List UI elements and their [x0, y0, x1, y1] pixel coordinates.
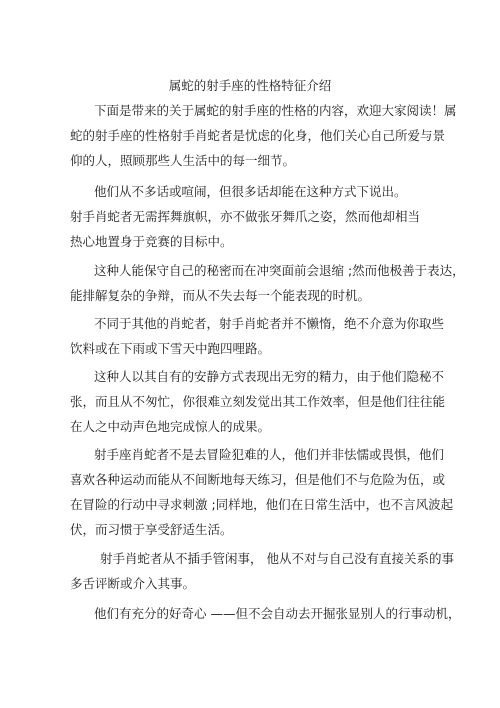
- text-line: 蛇的射手座的性格射手肖蛇者是忧虑的化身，他们关心自己所爱与景: [70, 128, 446, 143]
- text-line: 仰的人，照顾那些人生活中的每一细节。: [70, 153, 296, 168]
- text-line: 他们从不多话或喧闹，但很多话却能在这种方式下说出。: [94, 184, 407, 199]
- text-line: 多舌评断或介入其事。: [70, 576, 196, 591]
- text-line: 射手肖蛇者无需挥舞旗帜，亦不做张牙舞爪之姿，然而他却相当: [70, 209, 421, 224]
- text-line: 下面是带来的关于属蛇的射手座的性格的内容，欢迎大家阅读！属: [94, 103, 457, 118]
- text-line: 不同于其他的肖蛇者，射手肖蛇者并不懒惰，绝不介意为你取些: [94, 316, 445, 331]
- text-line: 伏，而习惯于享受舒适生活。: [70, 522, 233, 537]
- text-line: 喜欢各种运动而能从不间断地每天练习，但是他们不与危险为伍，或: [70, 472, 446, 487]
- text-line: 张，而且从不匆忙，你很难立刻发觉出其工作效率，但是他们往往能: [70, 394, 446, 409]
- text-line: 在冒险的行动中寻求刺激 ;同样地，他们在日常生活中，也不言风波起: [70, 497, 454, 512]
- text-line: 饮料或在下雨或下雪天中跑四哩路。: [70, 341, 271, 356]
- text-line: 能排解复杂的争辩，而从不失去每一个能表现的时机。: [70, 288, 371, 303]
- text-line: 他们有充分的好奇心 ——但不会自动去开掘张显别人的行事动机，: [94, 606, 461, 621]
- text-line: 热心地置身于竞赛的目标中。: [70, 234, 233, 249]
- text-line: 射手肖蛇者从不插手管闲事， 他从不对与自己没有直接关系的事: [100, 551, 454, 566]
- text-line: 这种人以其自有的安静方式表现出无穷的精力，由于他们隐秘不: [94, 369, 445, 384]
- document-title: 属蛇的射手座的性格特征介绍: [168, 78, 332, 93]
- text-line: 在人之中动声色地完成惊人的成果。: [70, 419, 271, 434]
- text-line: 射手座肖蛇者不是去冒险犯难的人，他们并非怯懦或畏惧，他们: [94, 447, 445, 462]
- text-line: 这种人能保守自己的秘密而在冲突面前会退缩 ;然而他极善于表达，: [94, 263, 465, 278]
